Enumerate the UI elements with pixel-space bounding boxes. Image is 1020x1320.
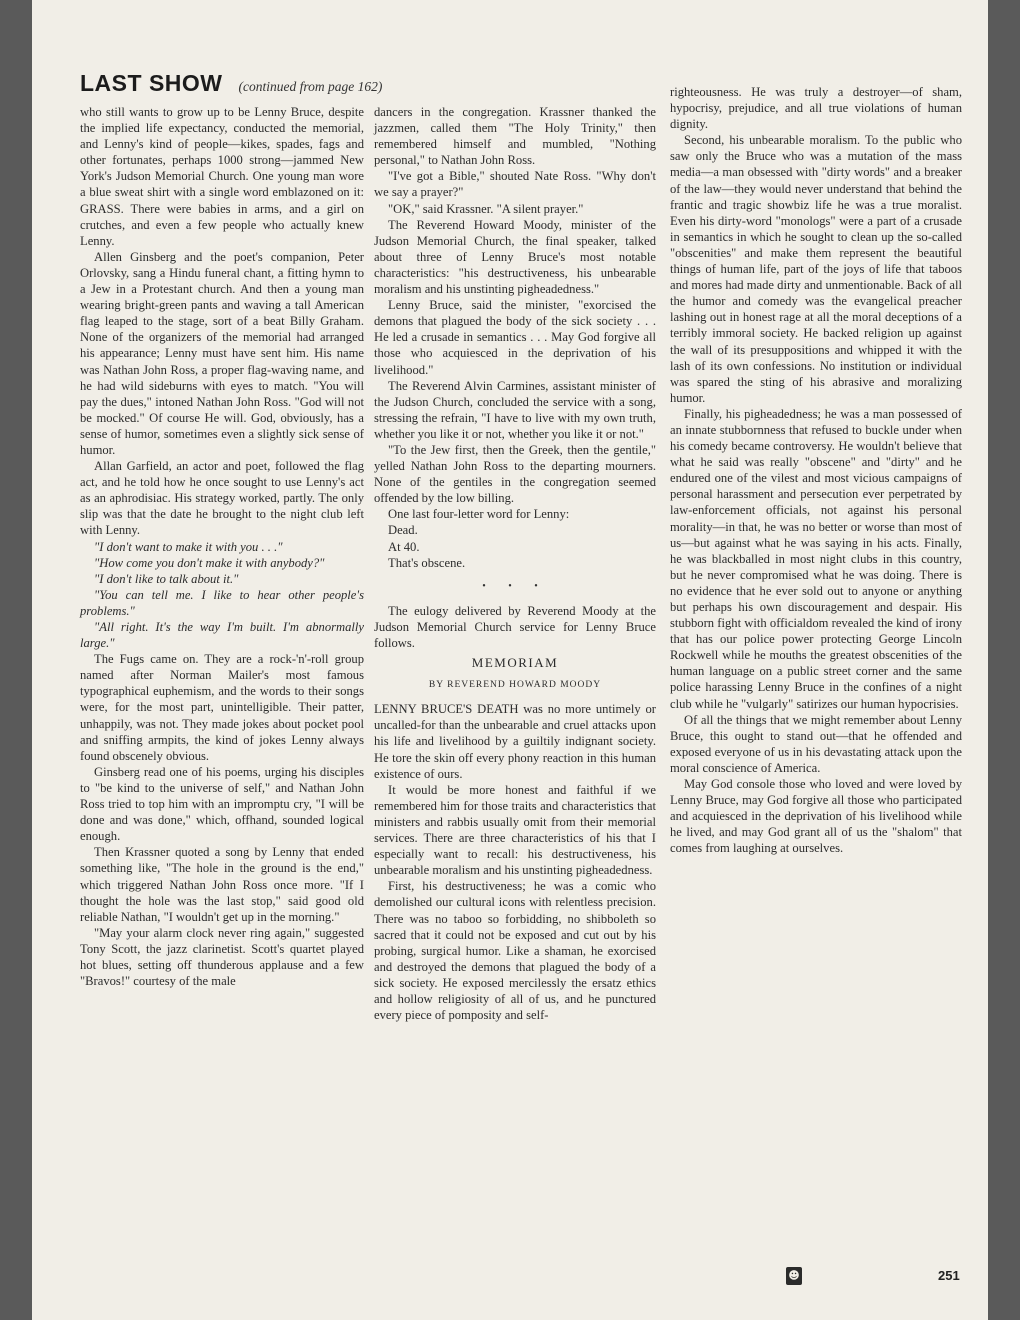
paragraph: Of all the things that we might remember about Lenny Bruce, this ought to stand out—that he offended and exposed everyone of us in his devastating attack upon the moral conscience of America. xyxy=(670,712,962,775)
section-divider: • • • xyxy=(482,580,548,592)
column-3 xyxy=(670,84,962,857)
column-2 xyxy=(374,104,656,1023)
quote-line: "How come you don't make it with anybody?" xyxy=(94,555,325,570)
paragraph: It would be more honest and faithful if we remembered him for those traits and characteristics that ministers and rabbis usually omit from their memorial services. There are three characteristics of his that I especially want to recall: his destructiveness, his unbearable moralism and his unstinting pigheadedness. xyxy=(374,782,656,878)
article-header xyxy=(80,70,680,100)
paragraph: Ginsberg read one of his poems, urging his disciples to "be kind to the universe of self," and Nathan John Ross tried to top him with an impromptu cry, "I will be done and was done," which, offhand, sounded logical enough. xyxy=(80,764,364,844)
paragraph: "OK," said Krassner. "A silent prayer." xyxy=(388,201,584,216)
quote-line: "All right. It's the way I'm built. I'm abnormally large." xyxy=(80,620,364,651)
paragraph: "To the Jew first, then the Greek, then the gentile," yelled Nathan John Ross to the departing mourners. None of the gentiles in the congregation seemed offended by the low billing. xyxy=(374,442,656,506)
paragraph: Allen Ginsberg and the poet's companion, Peter Orlovsky, sang a Hindu funeral chant, a fitting hymn to a Jew in a Protestant church. And then a young man wearing bright-green pants and waving a tall American flag leaped to the stage, sort of a beat Billy Graham. None of the organizers of the memorial had arranged his appearance; Lenny must have sent him. His name was Nathan John Ross, a proper flag-waving name, and he had wild sideburns with eyes to match. "You will pay the dues," intoned Nathan John Ross. "God will not be mocked." Of course He will. God, obviously, has a sense of humor, sometimes even a slightly sick sense of humor. xyxy=(80,249,364,457)
paragraph: "I've got a Bible," shouted Nate Ross. "Why don't we say a prayer?" xyxy=(374,169,656,200)
paragraph: The Reverend Alvin Carmines, assistant minister of the Judson Church, concluded the service with a song, stressing the refrain, "I have to live with my own truth, whether you like it or not, whether you like it or not." xyxy=(374,378,656,441)
paragraph: One last four-letter word for Lenny: xyxy=(388,507,570,522)
paragraph: Lenny Bruce, said the minister, "exorcised the demons that plagued the body of the sick society . . . He led a crusade in semantics . . . May God forgive all those who acquiesced in the deprivation of his livelihood." xyxy=(374,298,656,377)
paragraph: Dead. xyxy=(388,523,418,538)
paragraph: The Fugs came on. They are a rock-'n'-roll group named after Norman Mailer's most famous typographical euphemism, and the words to their songs were, for the most part, unintelligible. Their patter, unhappily, was not. They made jokes about pocket pool and sniffing armpits, the kind of jokes Lenny always found obscenely obvious. xyxy=(80,652,364,763)
column-1 xyxy=(80,104,364,989)
paragraph: dancers in the congregation. Krassner thanked the jazzmen, called them "The Holy Trinity," then remembered himself and mumbled, "Nothing personal," to Nathan John Ross. xyxy=(374,105,656,168)
paragraph: LENNY BRUCE'S DEATH was no more untimely or uncalled-for than the unbearable and cruel attacks upon his life and livelihood by a guiltily indignant society. He tore the skin off every phony reaction in this human existence of ours. xyxy=(374,702,656,781)
paragraph: May God console those who loved and were loved by Lenny Bruce, may God forgive all those who participated and acquiesced in the deprivation of his livelihood while he lived, and may God grant all of us the "shalom" that comes from laughing at ourselves. xyxy=(670,777,962,856)
paragraph: That's obscene. xyxy=(388,555,466,570)
quote-line: "You can tell me. I like to hear other people's problems." xyxy=(80,587,364,618)
paragraph: At 40. xyxy=(388,539,420,554)
paragraph: Finally, his pigheadedness; he was a man possessed of an innate stubbornness that refused to buckle under when his comedy became controversy. He wouldn't believe that what he said was really "obscene" and "dirty" and he endured one of the vilest and most vicious campaigns of personal harassment and persecution ever perpetrated by law-enforcement officials, not against his personal morality—in that, he was no better or worse than most of us—but against what he was saying in his acts. Finally, he was blackballed in most night clubs in this country, but he never compromised what he was doing. There is no evidence that he ever sold out to anyone or anything but perhaps his own discouragement and despair. His stubborn fight with officialdom revealed the kind of irony that has our police power protecting George Lincoln Rockwell while he mouths the greatest obscenities of the human language on a public street corner and the same police harassing Lenny Bruce in the confines of a night club while he "vulgarly" satirizes our human hypocrisies. xyxy=(670,406,962,711)
memoriam-heading: MEMORIAM xyxy=(471,655,559,671)
paragraph: First, his destructiveness; he was a comic who demolished our cultural icons with relentless precision. There was no taboo so forbidding, no shibboleth so sacred that it could not be exposed and cut out by his probing, surgical humor. Like a shaman, he exorcised and destroyed the demons that plagued the body of a sick society. He exposed mercilessly the ersatz ethics and hollow religiosity of all of us, and he punctured every piece of pomposity and self- xyxy=(374,879,656,1023)
paragraph: righteousness. He was truly a destroyer—of sham, hypocrisy, prejudice, and all true violations of human dignity. xyxy=(670,85,962,132)
paragraph: Second, his unbearable moralism. To the public who saw only the Bruce who was a mutation of the mass media—a man obsessed with "dirty words" and a breaker of the law—they would never understand that behind the frantic and tragic showbiz life he was a true moralist. Even his dirty-word "monologs" were a part of a crusade in semantics in which he sought to clean up the so-called "obscenities" and make them represent the beautiful things of human life, part of the joys of life that taboos and mores had made dirty and unmentionable. Back of all the humor and comedy was the evangelical preacher lashing out in honest rage at all the moral deceptions of a terribly immoral society. He backed religion up against the wall of its presuppositions and whipped it with the lash of its own confessions. No institution or individual was spared the sting of his abrasive and moralizing humor. xyxy=(670,133,962,405)
memoriam-byline: BY REVEREND HOWARD MOODY xyxy=(428,680,602,691)
paragraph: The eulogy delivered by Reverend Moody at the Judson Memorial Church service for Lenny Bruce follows. xyxy=(374,603,656,650)
rabbit-head-icon: ☻ xyxy=(786,1267,802,1285)
page-number: 251 xyxy=(938,1268,960,1283)
paragraph: "May your alarm clock never ring again," suggested Tony Scott, the jazz clarinetist. Scott's quartet played hot blues, setting off thunderous applause and a few "Bravos!" courtesy of the male xyxy=(80,925,364,989)
paragraph: Then Krassner quoted a song by Lenny that ended something like, "The hole in the ground is the end," which triggered Nathan John Ross once more. "If I thought the hole was the last stop," said good old reliable Nathan, "I wouldn't get up in the morning." xyxy=(80,845,364,924)
magazine-page xyxy=(32,0,988,1320)
paragraph: who still wants to grow up to be Lenny Bruce, despite the implied life expectancy, conducted the memorial, and Lenny's kind of people—kikes, spades, fags and other fortunates, perhaps 1000 strong—jammed New York's Judson Memorial Church. One young man wore a blue sweat shirt with a single word emblazoned on it: GRASS. There were babies in arms, and a girl on crutches, and even a few people who actually knew Lenny. xyxy=(80,105,364,248)
quote-line: "I don't like to talk about it." xyxy=(94,571,239,586)
article-title: LAST SHOW xyxy=(80,70,223,96)
continued-note: (continued from page 162) xyxy=(238,79,383,94)
quote-line: "I don't want to make it with you . . ." xyxy=(94,539,283,554)
paragraph: The Reverend Howard Moody, minister of the Judson Memorial Church, the final speaker, talked about three of Lenny Bruce's most notable characteristics: "his destructiveness, his unbearable moralism and his unstinting pigheadedness." xyxy=(374,217,656,297)
paragraph: Allan Garfield, an actor and poet, followed the flag act, and he told how he once sought to use Lenny's act as an aphrodisiac. His strategy worked, partly. The only slip was that the date he brought to the night club left with Lenny. xyxy=(80,459,364,538)
